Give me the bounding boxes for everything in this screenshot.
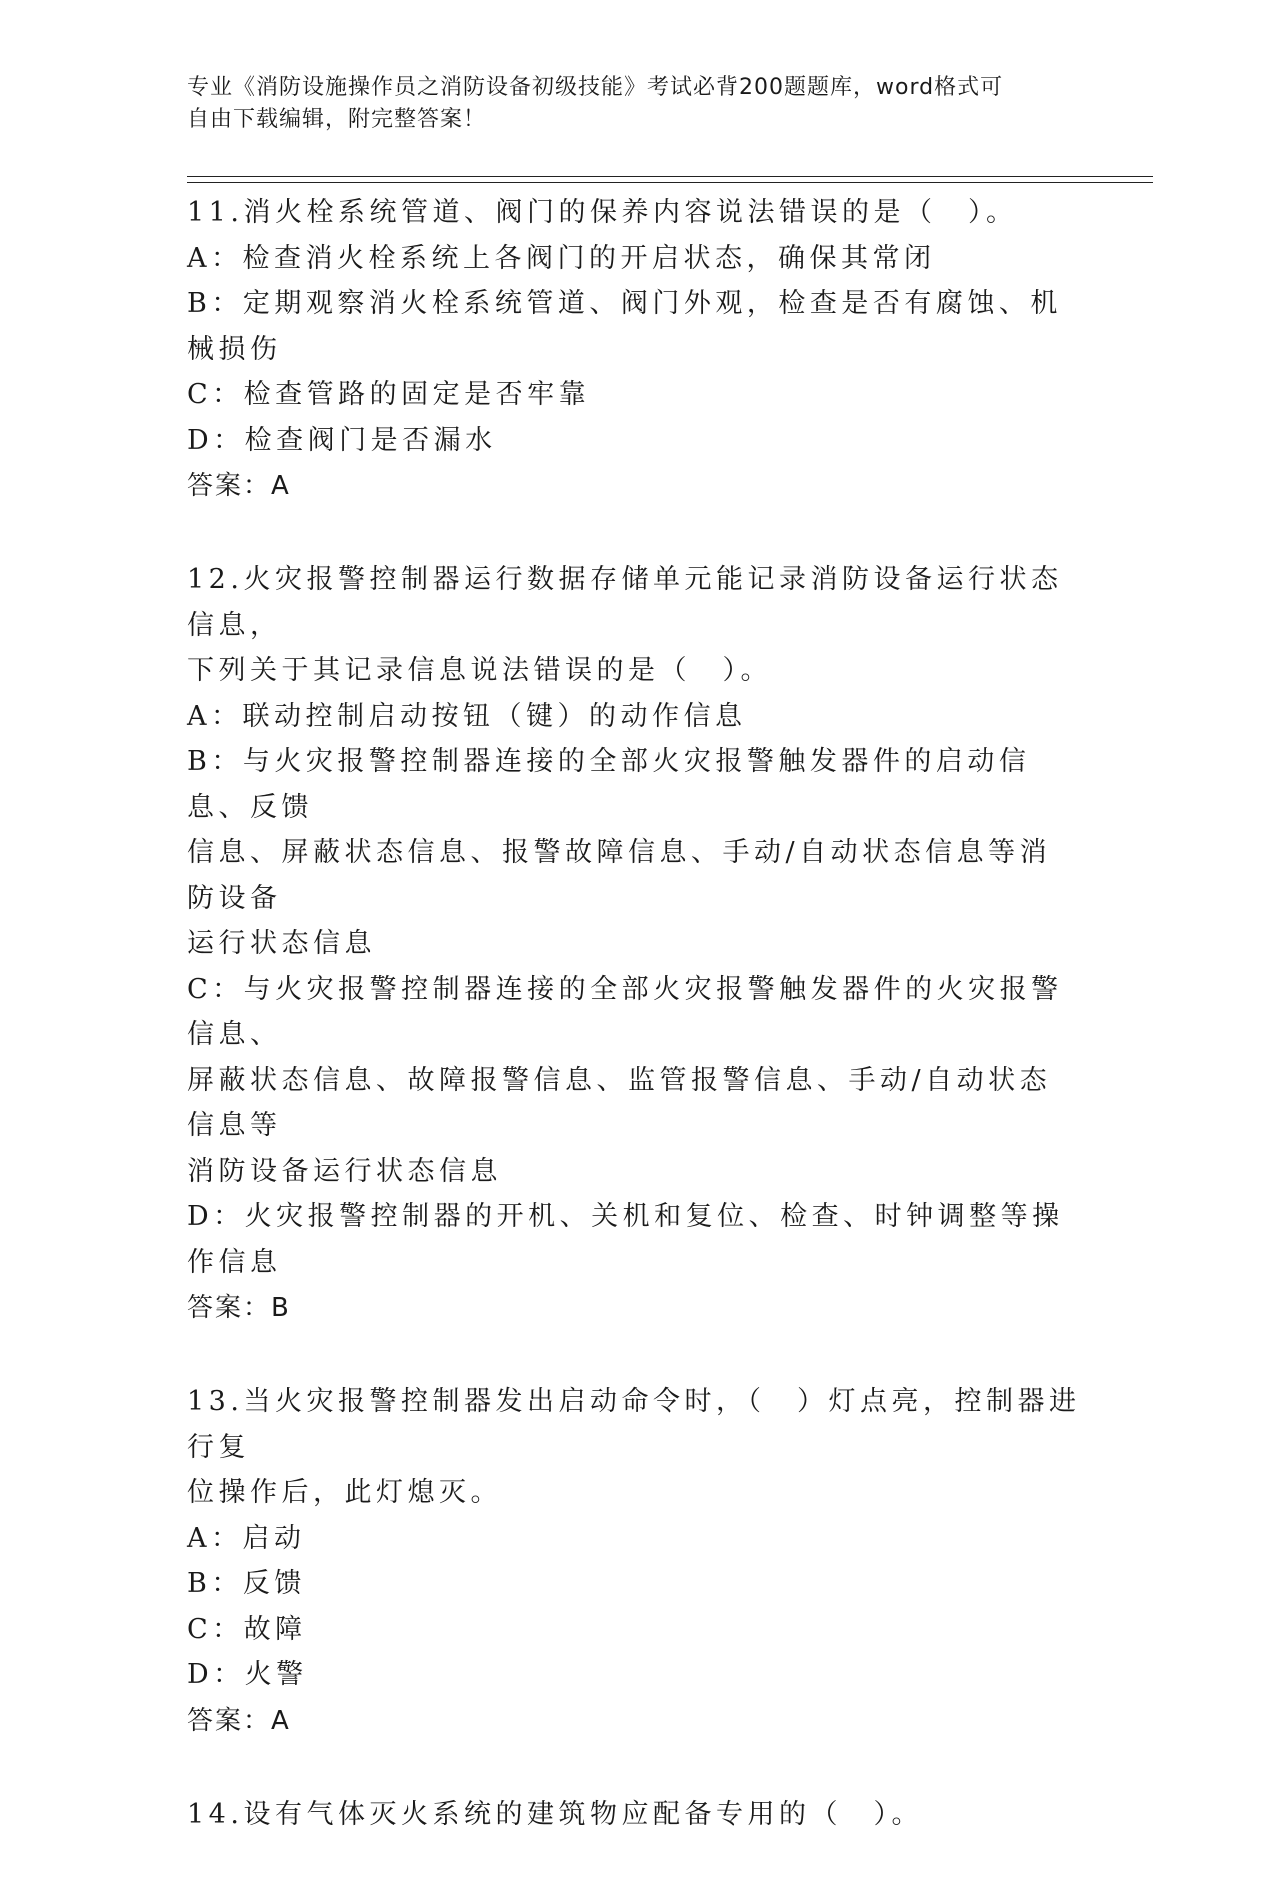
option-b: 运行状态信息: [187, 928, 376, 959]
option-b: 信息、屏蔽状态信息、报警故障信息、手动/自动状态信息等消防设备: [187, 837, 1052, 914]
question-list: [187, 190, 1082, 1885]
option-a: A：启动: [187, 1522, 306, 1554]
option-a: A：检查消火栓系统上各阀门的开启状态，确保其常闭: [187, 242, 936, 274]
answer-label: 答案：B: [187, 1293, 291, 1323]
question-stem: 13.当火灾报警控制器发出启动命令时，（ ）灯点亮，控制器进行复: [187, 1386, 1081, 1463]
header-rule-top: [187, 176, 1153, 177]
header-line-2: 自由下载编辑，附完整答案！: [187, 107, 487, 132]
question-13: [187, 1379, 1082, 1744]
option-c: C：故障: [187, 1613, 307, 1645]
option-d: D：火警: [187, 1659, 308, 1690]
option-d: D：检查阀门是否漏水: [187, 424, 497, 456]
document-header: [187, 72, 1067, 136]
option-c: 屏蔽状态信息、故障报警信息、监管报警信息、手动/自动状态信息等: [187, 1064, 1052, 1141]
question-14: [187, 1792, 1082, 1838]
question-12: [187, 557, 1082, 1331]
option-c: C：与火灾报警控制器连接的全部火灾报警触发器件的火灾报警信息、: [187, 973, 1063, 1050]
answer-label: 答案：A: [187, 471, 291, 501]
question-stem: 下列关于其记录信息说法错误的是（ ）。: [187, 655, 772, 686]
header-rule-bottom: [187, 182, 1153, 183]
answer-label: 答案：A: [187, 1705, 291, 1736]
option-b: B：定期观察消火栓系统管道、阀门外观，检查是否有腐蚀、机械损伤: [187, 288, 1062, 365]
question-stem: 12.火灾报警控制器运行数据存储单元能记录消防设备运行状态信息，: [187, 564, 1063, 641]
option-a: A：联动控制启动按钮（键）的动作信息: [187, 700, 747, 732]
question-stem: 11.消火栓系统管道、阀门的保养内容说法错误的是（ ）。: [187, 197, 1018, 228]
option-c: C：检查管路的固定是否牢靠: [187, 379, 591, 410]
option-b: B：与火灾报警控制器连接的全部火灾报警触发器件的启动信息、反馈: [187, 746, 1031, 823]
question-11: [187, 190, 1082, 509]
header-line-1: 专业《消防设施操作员之消防设备初级技能》考试必背200题题库，word格式可: [187, 75, 1004, 100]
option-b: B：反馈: [187, 1568, 306, 1599]
question-stem: 位操作后，此灯熄灭。: [187, 1477, 502, 1508]
question-stem: 14.设有气体灭火系统的建筑物应配备专用的（ ）。: [187, 1798, 923, 1830]
option-d: D：火灾报警控制器的开机、关机和复位、检查、时钟调整等操作信息: [187, 1201, 1064, 1278]
option-c: 消防设备运行状态信息: [187, 1155, 502, 1187]
